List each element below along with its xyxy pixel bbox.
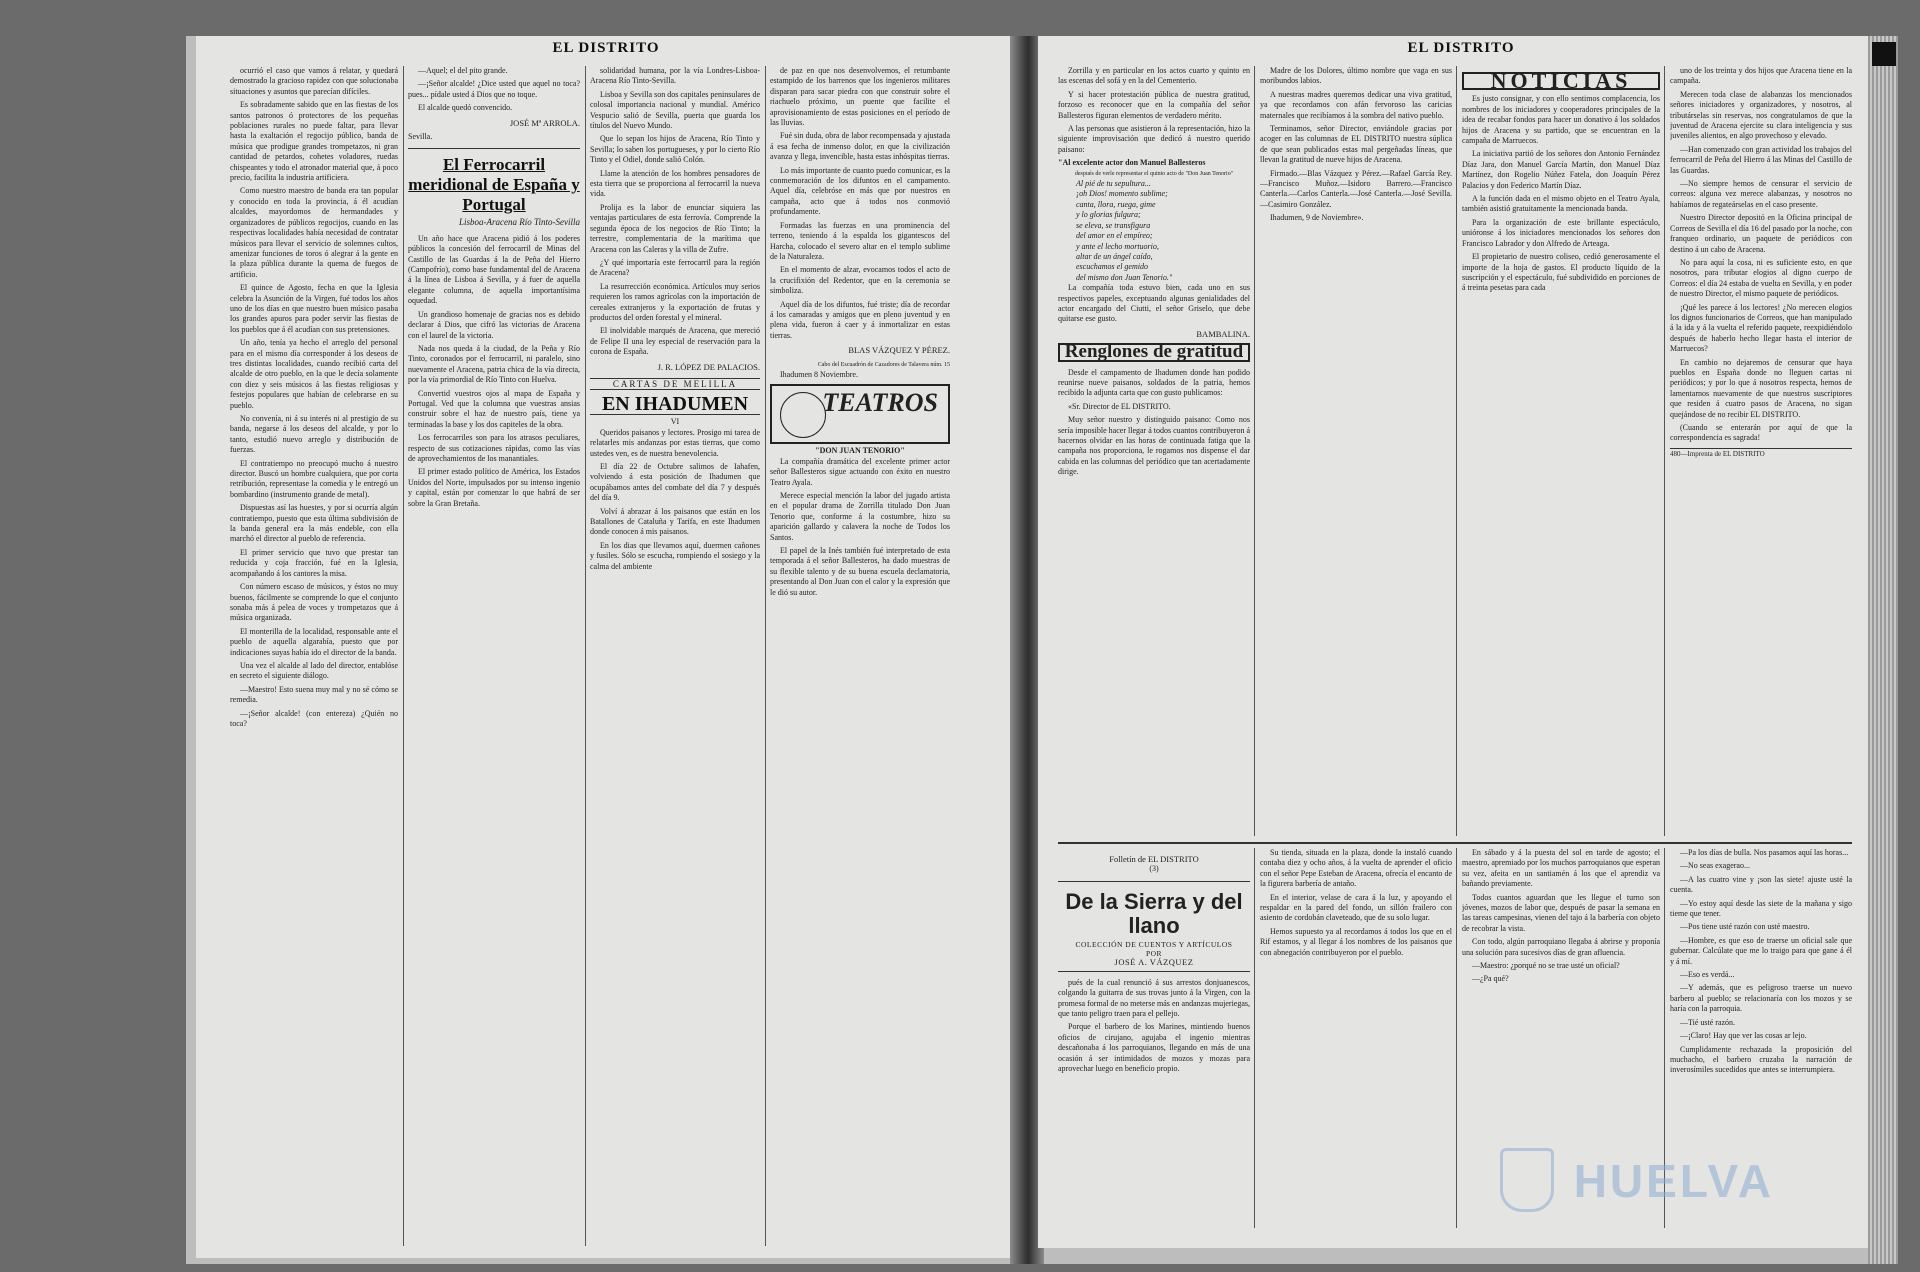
paragraph: El inolvidable marqués de Aracena, que mereció de Felipe II una ley especial de reservación para la corona de España. xyxy=(590,326,760,357)
paragraph: Que lo sepan los hijos de Aracena, Río Tinto y Sevilla; lo saben los portugueses, y por lo cierto Río Tinto y el Odiel, donde salió Colón. xyxy=(590,134,760,165)
left-col-2 xyxy=(408,66,580,1246)
left-col-1-text xyxy=(230,66,398,729)
paragraph: Prolija es la labor de enunciar siquiera las ventajas particulares de esta ferrovía. Comprende la segunda época de los negocios de Río Tinto; la terrestre, complementaria de la marítima que Aracena con las Caleras y la villa de Zufre. xyxy=(590,202,760,254)
folletin-by: POR xyxy=(1145,948,1163,958)
paragraph: La compañía dramática del excelente primer actor señor Ballesteros sigue actuando con éxito en nuestro Teatro Ayala. xyxy=(770,456,950,487)
teatros-text xyxy=(770,457,950,598)
folletin-text xyxy=(1058,978,1250,1075)
folletin-text xyxy=(1670,848,1852,1076)
paragraph: —Maestro: ¿porqué no se trae usté un oficial? xyxy=(1472,961,1620,971)
paragraph: —Aquel; el del pito grande. xyxy=(418,66,508,75)
paragraph: Un grandioso homenaje de gracias nos es debido declarar á Dios, que cifró las victorias de Aracena con el laurel de la victoria. xyxy=(408,309,580,340)
signature: BAMBALINA. xyxy=(1196,328,1250,339)
teatros-title: TEATROS xyxy=(822,388,938,418)
box-title-gratitud: Renglones de gratitud xyxy=(1058,343,1250,361)
paragraph: uno de los treinta y dos hijos que Aracena tiene en la campaña. xyxy=(1670,66,1852,86)
paragraph: Con todo, algún parroquiano llegaba á abrirse y proponía una solución para sucesivos días de gran afluencia. xyxy=(1462,937,1660,957)
paragraph: El primer estado político de América, los Estados Unidos del Norte, impulsados por su intenso ingenio y capital, están por comenzar lo que habrá de ser sobre la Gran Bretaña. xyxy=(408,467,580,508)
paragraph: No para aquí la cosa, ni es suficiente esto, en que nosotros, para tributar elogios al digno cuerpo de Correos: el día 24 estaba de vuelta en Sevilla, y en poder de nuestro Director, el mismo paquete de periódicos. xyxy=(1670,257,1852,299)
left-col-4 xyxy=(770,66,950,1246)
paragraph: A la función dada en el mismo objeto en el Teatro Ayala, también asistió gratuitamente la mencionada banda. xyxy=(1462,194,1660,214)
paragraph: En el interior, velase de cara á la luz, y apoyando el respaldar en la pared del fondo, un sillón frailero con asiento de cordobán claveteado, que de su solo lugar. xyxy=(1260,892,1452,923)
folletin-number: (3) xyxy=(1149,864,1159,874)
archive-watermark: HUELVA xyxy=(1573,1155,1774,1207)
paragraph: —No siempre hemos de censurar el servicio de correos: alguna vez merece alabanzas, y nosotros no habíamos de regateárselas en el caso presente. xyxy=(1670,179,1852,209)
paragraph: solidaridad humana, por la vía Londres-Lisboa-Aracena Río Tinto-Sevilla. xyxy=(590,66,760,86)
paragraph: En los dias que llevamos aquí, duermen cañones y fusiles. Sólo se escucha, rompiendo el sosiego y la calma del ambiente xyxy=(590,540,760,571)
paragraph: Un año, tenía ya hecho el arreglo del personal para en el mismo día corresponder á los deseos de tres distintas localidades, cuando recibió carta del alcalde de otro pueblo, en la que le decía solamente con diez y seis músicos á las fiestas religiosas y festejos populares que habían de celebrarse en su pueblo. xyxy=(230,338,398,410)
paragraph: El quince de Agosto, fecha en que la Iglesia celebra la Asunción de la Virgen, fué todos los años uno de los días en que nuestro buen músico pasaba los grandes apuros para poder servir las fiestas de los pueblos que á él acudían con sus pretensiones. xyxy=(230,283,398,334)
verse-line: del mismo don Juan Tenorio." xyxy=(1076,272,1173,282)
noticias-title: NOTICIAS xyxy=(1462,72,1660,90)
paragraph: Para la organización de este brillante espectáculo, unióronse á los iniciadores mencionados los señores don Francisco Labrador y don Alfredo de Arteaga. xyxy=(1462,217,1660,248)
teatros-banner xyxy=(770,384,950,444)
paragraph: Dispuestas así las huestes, y por si ocurría algún contratiempo, puesto que esta última subdivisión de la banda general era la más endeble, con ella marchó el director al pueblo de referencia. xyxy=(230,503,398,544)
page-edges xyxy=(1868,36,1898,1264)
folletin-col-2 xyxy=(1260,848,1452,1228)
right-col-4 xyxy=(1670,66,1852,836)
paragraph: En el momento de alzar, evocamos todos el acto de la crucifixión del Redentor, que en la ceremonia se simboliza. xyxy=(770,265,950,296)
corner-marker xyxy=(1872,42,1896,66)
paragraph: ocurrió el caso que vamos á relatar, y quedará demostrado la gracioso rapidez con que solucionaba situaciones y asuntos que parecían difíciles. xyxy=(230,66,398,96)
newspaper-masthead-left: EL DISTRITO xyxy=(552,40,660,56)
paragraph: Merecen toda clase de alabanzas los mencionados señores iniciadores y organizadores, y nosotros, al tributárselas sin reservas, nos congratulamos de que la juventud de Aracena ejercite su clara inteligencia y sus juveniles alientos, en algo provechoso y elevado. xyxy=(1670,89,1852,141)
right-col-1 xyxy=(1058,66,1250,836)
paragraph: —¡Señor alcalde! ¿Dice usted que aquel no toca? pues... pídale usted á Dios que no toque. xyxy=(408,79,580,99)
paragraph: Muy señor nuestro y distinguido paisano: Como nos sería imposible hacer llegar á todos cuantos contribuyeron á hacernos olvidar en las horas de continuada fatiga que la campaña nos proporciona, le rogamos nos dispense el dar cabida en las columnas del periódico que tan acertadamente dirige. xyxy=(1058,415,1250,477)
column-text xyxy=(1058,283,1250,325)
column-text xyxy=(1670,66,1852,444)
paragraph: Lisboa y Sevilla son dos capitales peninsulares de colosal importancia nacional y mundial. Américo Vespucio salió de Sevilla, puerta que guarda los títulos del Nuevo Mundo. xyxy=(590,89,760,131)
dedication: "Al excelente actor don Manuel Ballesteros xyxy=(1058,158,1206,168)
article-title-ferrocarril: El Ferrocarril meridional de España y Portugal xyxy=(408,155,580,215)
paragraph: —Y además, que es peligroso traerse un nuevo barbero al pueblo; se relacionaría con los mozos y se haría con la parroquia. xyxy=(1670,983,1852,1014)
paragraph: Todos cuantos aguardan que les llegue el turno son jóvenes, mozos de labor que, después de pasar la semana en las tareas campesinas, vienen del tajo á la barbería con objeto de recobrar la vista. xyxy=(1462,892,1660,933)
paragraph: Con número escaso de músicos, y éstos no muy buenos, fácilmente se comprende lo que el conjunto sonaba más á pelea de voces y trompetazos que á música organizada. xyxy=(230,582,398,623)
letter-numeral: VI xyxy=(670,417,680,427)
paragraph: de paz en que nos desenvolvemos, el retumbante estampido de los barrenos que los ingenieros militares disparan para sacar piedra con que construir sobre el riachuelo próximo, un puente que facilite el aprovisionamiento de estas posiciones en el período de las lluvias. xyxy=(770,66,950,128)
paragraph: —Tié usté razón. xyxy=(1680,1017,1736,1027)
paragraph: Es justo consignar, y con ello sentimos complacencia, los nombres de los iniciadores y cooperadores principales de la idea de recabar fondos para hacer un donativo á los soldados hijos de Aracena y su partido, que se encuentran en la campaña de Marruecos. xyxy=(1462,94,1660,146)
paragraph: Desde el campamento de Ihadumen donde han podido reunirse nueve paisanos, soldados de la patria, hemos recibido la adjunta carta que con gusto publicamos: xyxy=(1058,367,1250,398)
paragraph: El primer servicio que tuvo que prestar tan reducida y coja fracción, fué en la Iglesia, acompañando á los cantores la misa. xyxy=(230,547,398,578)
column-rule xyxy=(585,66,586,1246)
paragraph: ¡Qué les parece á los lectores! ¿No merecen elogios los dignos funcionarios de Correos, que han manipulado á la ida y á la vuelta el referido paquete, reexpidiéndolo después de haberlo hecho llegar hasta el interior de Marruecos? xyxy=(1670,302,1852,354)
right-col-3 xyxy=(1462,66,1660,836)
paragraph: Aquel día de los difuntos, fué triste; día de recordar á los camaradas y amigos que en pleno juventud y en plena vida, fueron á caer y á inmortalizar en estas tierras. xyxy=(770,299,950,340)
paragraph: —No seas exagerao... xyxy=(1680,861,1750,871)
paragraph: Cumplidamente rechazada la proposición del muchacho, el barbero cruzaba la narración de inverosímiles sucedidos que antes se interrumpiera. xyxy=(1670,1044,1852,1075)
paragraph: —¡Señor alcalde! (con entereza) ¿Quién no toca? xyxy=(230,708,398,728)
paragraph: —A las cuatro vine y ¡son las siete! ajuste usté la cuenta. xyxy=(1670,874,1852,895)
paragraph: —¿Pa qué? xyxy=(1472,974,1509,984)
paragraph: La resurrección económica. Artículos muy serios requieren los ramos agrícolas con la importación de cereales extranjeros y la exportación de frutas y productos del orden forestal y el mineral. xyxy=(590,281,760,322)
paragraph: Una vez el alcalde al lado del director, entablóse en secreto el siguiente diálogo. xyxy=(230,660,398,681)
paragraph: Convertid vuestros ojos al mapa de España y Portugal. Ved que la columna que vuestras ansias construir sobre el haz de nuestro país, tiene ya terminadas la base y los dos capiteles de la obra. xyxy=(408,388,580,429)
paragraph: La compañía toda estuvo bien, cada uno en sus respectivos papeles, exceptuando algunas genialidades del actor encargado del Ciutti, el señor Griselo, que debe quitarse ese gusto. xyxy=(1058,283,1250,324)
dedication-note: después de verle representar el quinto acto de "Don Juan Tenorio" xyxy=(1074,170,1234,177)
verse-line: se eleva, se transfigura xyxy=(1076,220,1151,230)
paragraph: Nada nos queda á la ciudad, de la Peña y Río Tinto, coronados por el ferrocarril, ni paralelo, sino nuevamente el Aracena, patria chica de la vía directa, por la vía primordial de Río Tinto con Huelva. xyxy=(408,343,580,385)
paragraph: Llame la atención de los hombres pensadores de esta tierra que se proporciona al ferrocarril la nueva vida. xyxy=(590,168,760,199)
paragraph: A las personas que asistieron á la representación, hizo la siguiente improvisación que dedicó á nuestro querido paisano: xyxy=(1058,124,1250,154)
paragraph: «Sr. Director de EL DISTRITO. xyxy=(1068,401,1171,411)
dateline: Ihadumen 8 Noviembre. xyxy=(780,369,858,379)
paragraph: Madre de los Dolores, último nombre que vaga en sus moribundos labios. xyxy=(1260,66,1452,86)
archive-shield-icon xyxy=(1500,1148,1554,1212)
letter-text xyxy=(590,428,760,572)
signature-note: Cabo del Escuadrón de Cazadores de Talavera núm. 15 xyxy=(817,361,950,368)
paragraph: Formadas las fuerzas en una prominencia del terreno, teniendo á la espalda los gigantescos del Harcha, colocado el severo altar en el templo sublime de la Naturaleza. xyxy=(770,220,950,261)
paragraph: Lo más importante de cuanto puedo comunicar, es la conmemoración de los difuntos en el campamento. Aquel día, celebróse en más que por nuestros en campaña, acto que á todos nos conmovió profundamente. xyxy=(770,165,950,217)
paragraph: Firmado.—Blas Vázquez y Pérez.—Rafael García Rey.—Francisco Muñoz.—Isidoro Barrero.—Francisco Canterla.—Carlos Canterla.—José Canterla.—José Sevilla.—Casimiro González. xyxy=(1260,168,1452,209)
verse-line: ¡oh Dios! momento sublime; xyxy=(1076,189,1168,199)
newspaper-spread xyxy=(186,36,1898,1264)
signature: BLAS VÁZQUEZ Y PÉREZ. xyxy=(848,345,950,356)
column-text xyxy=(1058,66,1250,155)
column-text xyxy=(590,66,760,358)
letter-title: EN IHADUMEN xyxy=(590,394,760,415)
column-text xyxy=(408,66,580,114)
paragraph: Merece especial mención la labor del jugado artista en el popular drama de Zorrilla titulado Don Juan Tenorio que, conforme á la costumbre, hizo su aparición gallardo y calavera la noche de Todos los Santos. xyxy=(770,491,950,542)
paragraph: En cambio no dejaremos de censurar que haya pueblos en España donde no lleguen cartas ni periódicos; y por lo que á nosotros respecta, hemos de lamentarnos nuevamente de que nuestros suscriptores que residen á cuatro pasos de Aracena, no sigan quejándose de no recibir EL DISTRITO. xyxy=(1670,357,1852,419)
paragraph: No convenía, ni á su interés ni al prestigio de su banda, negarse á los deseos del alcalde, y por lo tanto, estudió nuevo arreglo y distribución de fuerzas. xyxy=(230,414,398,455)
paragraph: Su tienda, situada en la plaza, donde la instaló cuando contaba diez y ocho años, á la vuelta de aprender el oficio con el señor Pepe Esteban de Aracena, ofrecía el encanto de la figurera barbería de antaño. xyxy=(1260,848,1452,889)
imprint: 480—Imprenta de EL DISTRITO xyxy=(1670,448,1852,459)
paragraph: El día 22 de Octubre salimos de Iahafen, volviendo á esta posición de Ihadumen que ocupábamos antes del combate del día 7 y después del día 9. xyxy=(590,462,760,503)
box-text xyxy=(1058,368,1250,478)
folletin-text xyxy=(1260,848,1452,958)
paragraph: Terminamos, señor Director, enviándole gracias por acoger en las columnas de EL DISTRITO nuestra súplica de que sean publicados estas mal pergeñadas líneas, que llevan la gratitud de nueve hijos de Aracena. xyxy=(1260,124,1452,165)
folletin-subtitle: COLECCIÓN DE CUENTOS Y ARTÍCULOS xyxy=(1075,939,1233,949)
verse-line: escuchamos el gemido xyxy=(1076,262,1148,272)
paragraph: Ihadumen, 9 de Noviembre». xyxy=(1270,213,1364,223)
folletin-header-col xyxy=(1058,848,1250,1228)
column-text xyxy=(770,66,950,341)
article-subtitle: Lisboa-Aracena Río Tinto-Sevilla xyxy=(459,217,580,228)
paragraph: Fué sin duda, obra de labor recompensada y ajustada á esa fecha de inmenso dolor, en que la civilización avanza y llega, invencible, hasta estas inhóspitas tierras. xyxy=(770,131,950,162)
column-rule xyxy=(1664,66,1665,836)
paragraph: —Eso es verdá... xyxy=(1680,970,1735,980)
signature: JOSÉ Mª ARROLA. xyxy=(509,117,580,128)
paragraph: Hemos supuesto ya al recordamos á todos los que en el Rif estamos, y al llegar á los nombres de los paisanos que con abnegación contribuyeron por el pueblo. xyxy=(1260,926,1452,957)
paragraph: —Hombre, es que eso de traerse un oficial sale que gubernar. Calcúlate que me lo traigo para que gane á él y á mí. xyxy=(1670,935,1852,966)
folletin-author: JOSÉ A. VÁZQUEZ xyxy=(1114,956,1194,967)
column-rule xyxy=(765,66,766,1246)
article-text xyxy=(408,234,580,509)
paragraph: Y si hacer protestación pública de nuestra gratitud, forzoso es reconocer que en la compañía del señor Ballesteros figuran elementos de verdadero mérito. xyxy=(1058,89,1250,120)
left-col-1 xyxy=(230,66,398,1246)
folletin-title: De la Sierra y del llano xyxy=(1065,888,1243,938)
column-text xyxy=(1260,66,1452,224)
column-rule xyxy=(1456,848,1457,1228)
paragraph: Queridos paisanos y lectores. Prosigo mi tarea de relatarles mis andanzas por estas tierras, que como ustedes ven, es de nuestra benevolencia. xyxy=(590,427,760,458)
column-rule xyxy=(1254,848,1255,1228)
paragraph: —Han comenzado con gran actividad los trabajos del ferrocarril de Peña del Hierro á las Minas del Castillo de las Guardas. xyxy=(1670,144,1852,175)
paragraph: —Maestro! Esto suena muy mal y no sé cómo se remedia. xyxy=(230,684,398,705)
paragraph: El alcalde quedó convencido. xyxy=(418,103,513,113)
mask-illustration-icon xyxy=(780,392,826,438)
paragraph: Es sobradamente sabido que en las fiestas de los santos patronos ó protectores de los pequeñas poblaciones rurales no puede faltar, para llevar hasta la exaltación el regocijo público, banda de música que prodigue grandes trompetazos, ni gran cantidad de petardos, cohetes voladores, ruedas chispeantes y todo el atronador material que, á poco precio, facilita la industria artificiera. xyxy=(230,100,398,183)
column-rule xyxy=(1254,66,1255,836)
paragraph: Nuestro Director depositó en la Oficina principal de Correos de Sevilla el día 16 del pasado por la noche, con franqueo ordinario, un paquete de periódicos con destino á un cabo de Aracena. xyxy=(1670,213,1852,254)
paragraph: —Yo estoy aquí desde las siete de la mañana y sigo tieme que tener. xyxy=(1670,898,1852,919)
verse-line: del amor en el empíreo; xyxy=(1076,231,1153,241)
right-page xyxy=(1038,36,1884,1248)
paragraph: El papel de la Inés también fué interpretado de esta temporada á el señor Ballesteros, ha dado muestras de su flexible talento y de su buena escuela declamatoria, presentando al Don Juan con el calor y la expresión que le dió su autor. xyxy=(770,546,950,597)
folletin-label: Folletín de EL DISTRITO xyxy=(1109,854,1199,864)
verse-line: Al pié de tu sepultura... xyxy=(1076,179,1151,189)
paragraph: La iniciativa partió de los señores don Antonio Fernández Díaz Jara, don Manuel García Martín, don Manuel Díaz Martínez, don Rogelio Núñez Fatela, don Joaquín Pérez Palacios y don Federico Martín Díaz. xyxy=(1462,149,1660,190)
paragraph: Los ferrocarriles son para los atrasos peculiares, respecto de sus cotizaciones rápidas, como las vías de aprovechamientos de los manantiales. xyxy=(408,433,580,463)
paragraph: ¿Y qué importaría este ferrocarril para la región de Aracena? xyxy=(590,257,760,278)
paragraph: Porque el barbero de los Marines, mintiendo buenos oficios de cirujano, agujaba el ingenio mientras descañonaba á los parroquianos, llegando en más de una ocasión á ser intimidados de mozos y mozas para aprovechar luego en beneficio propio. xyxy=(1058,1022,1250,1074)
paragraph: Como nuestro maestro de banda era tan popular y conocido en toda la provincia, á él acudían alcaldes, mayordomos de hermandades y organizadores de públicos regocijos, cuando en las respectivas localidades había necesidad de contratar músicos para llevar el servicio de solemnes cultos, amenizar funciones de toros ó alegrar á la gente en la plaza pública durante la quema de fuegos de artificio. xyxy=(230,186,398,279)
noticias-text xyxy=(1462,94,1660,293)
left-page xyxy=(196,36,1016,1258)
paragraph: El propietario de nuestro coliseo, cedió generosamente el importe de la hoja de gastos. El producto líquido de la suscripción y el espectáculo, fué subdividido en porciones de á treinta pesetas para cada xyxy=(1462,252,1660,293)
column-rule xyxy=(403,66,404,1246)
paragraph: —Pa los días de bulla. Nos pasamos aquí las horas... xyxy=(1680,848,1849,857)
signature: J. R. LÓPEZ DE PALACIOS. xyxy=(657,361,760,372)
paragraph: A nuestras madres queremos dedicar una viva gratitud, ya que recordamos con afán fervoroso las caricias maternales que recibíamos á la sombra del nativo pueblo. xyxy=(1260,89,1452,120)
paragraph: pués de la cual renunció á sus arrestos donjuanescos, colgando la guitarra de sus trovas junto á la Virgen, con la promesa formal de no meterse más en andanzas mujeriegas, que tanto peligro traen para el pellejo. xyxy=(1058,977,1250,1019)
paragraph: (Cuando se enterarán por aquí de que la correspondencia es sagrada! xyxy=(1670,423,1852,443)
verse-line: y lo glorias fulgura; xyxy=(1076,210,1141,220)
paragraph: En sábado y á la puesta del sol en tarde de agosto; el maestro, apremiado por los muchos parroquianos que esperan su vez, afeita en un santiamén á los que el aprendiz va bañando previamente. xyxy=(1462,848,1660,889)
section-banner-cartas: CARTAS DE MELILLA xyxy=(590,378,760,390)
teatros-subtitle: "DON JUAN TENORIO" xyxy=(815,446,905,456)
paragraph: —Pos tiene usté razón con usté maestro. xyxy=(1680,922,1810,932)
folletin-text xyxy=(1462,848,1660,985)
verse xyxy=(1076,179,1250,283)
paragraph: El monterilla de la localidad, responsable ante el pueblo de aquella algarabía, puesto que por indicaciones suyas había ido el director de la banda. xyxy=(230,626,398,657)
paragraph: Un año hace que Aracena pidió á los poderes públicos la concesión del ferrocarril de Minas del Castillo de las Guardas á la de Peña del Hierro (Campofrío), como base fundamental del de Aracena á la línea de Lisboa á Sevilla, y á fuer de aquella elegante columna, de aquella importantísima oquedad. xyxy=(408,233,580,306)
place-line: Sevilla. xyxy=(408,132,433,142)
verse-line: altar de un ángel caído, xyxy=(1076,251,1153,261)
divider xyxy=(408,148,580,149)
column-rule xyxy=(1456,66,1457,836)
paragraph: —¡Claro! Hay que ver las cosas ar lejo. xyxy=(1680,1031,1807,1041)
verse-line: canta, llora, ruega, gime xyxy=(1076,199,1156,209)
newspaper-masthead-right: EL DISTRITO xyxy=(1407,40,1515,56)
folletin-divider xyxy=(1058,842,1852,844)
left-col-3 xyxy=(590,66,760,1246)
verse-line: y ante el lecho mortuorio, xyxy=(1076,241,1159,251)
paragraph: El contratiempo no preocupó mucho á nuestro director. Buscó un hombre cualquiera, que por corta retribución, representase la comedia y le entregó un bombardino (instrumento grande de metal). xyxy=(230,458,398,499)
paragraph: Zorrilla y en particular en los actos cuarto y quinto en las escenas del sofá y en la del Cementerio. xyxy=(1058,66,1250,86)
paragraph: Volví á abrazar á los paisanos que están en los Batallones de Cataluña y Tarifa, en este Ihadumen donde conocen á mis paisanos. xyxy=(590,506,760,537)
right-col-2 xyxy=(1260,66,1452,836)
